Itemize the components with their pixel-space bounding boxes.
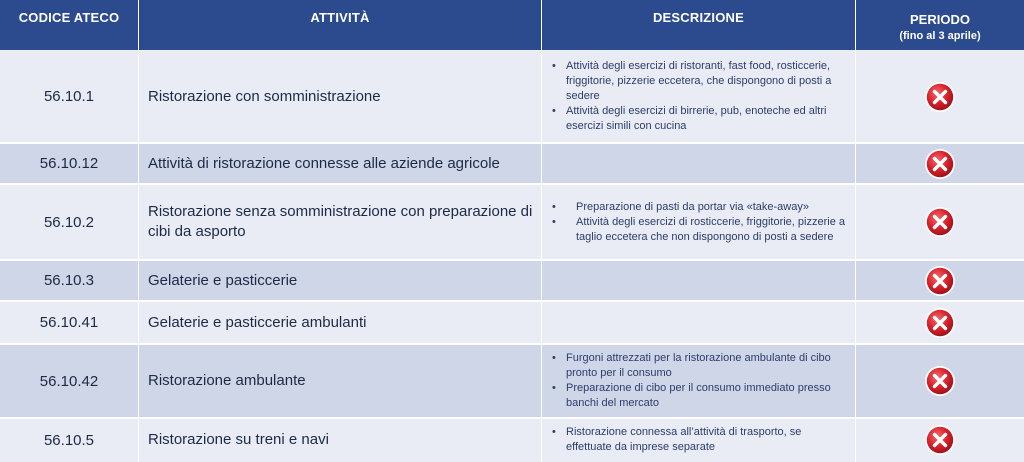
descrizione-cell [542,344,855,418]
attivita-text: Gelaterie e pasticcerie ambulanti [148,313,367,331]
descrizione-item: • Attività degli esercizi di birrerie, pub, enoteche ed altri esercizi simili con cucina [552,104,849,134]
descrizione-cell [542,50,855,143]
descrizione-list [552,59,849,134]
attivita-cell [139,418,541,462]
codice-ateco: 56.10.3 [43,272,95,289]
closed-x-icon [924,81,956,113]
descrizione-list [552,351,849,411]
closed-x-icon [924,148,956,180]
attivita-text: Ristorazione su treni e navi [148,431,329,448]
attivita-text: Attività di ristorazione connesse alle aziende agricole [148,154,500,172]
table-row [0,50,1024,143]
row-divider [0,183,1024,185]
periodo-cell [856,301,1024,344]
attivita-cell [139,143,541,184]
table-row [0,260,1024,301]
attivita-text: Gelaterie e pasticcerie [148,271,298,289]
closed-x-icon [924,265,956,297]
header-periodo-sublabel: (fino al 3 aprile) [899,29,981,42]
codice-cell [0,50,138,143]
closed-x-icon [924,365,956,397]
header-periodo-label: PERIODO [910,11,970,27]
codice-ateco: 56.10.42 [39,372,99,390]
descrizione-item: • Attività degli esercizi di rosticcerie, friggitorie, pizzerie a taglio eccetera che non dispongono di posti a sedere [552,215,849,245]
descrizione-list [552,425,849,455]
attivita-text: Ristorazione con somministrazione [148,87,381,105]
closed-x-icon [924,424,956,456]
codice-cell [0,301,138,344]
table-row [0,418,1024,462]
codice-cell [0,184,138,260]
header-codice [0,0,138,50]
descrizione-item: • Furgoni attrezzati per la ristorazione ambulante di cibo pronto per il consumo [552,351,849,381]
descrizione-item: • Ristorazione connessa all’attività di trasporto, se effettuate da imprese separate [552,425,849,455]
table-row [0,344,1024,418]
periodo-cell [856,418,1024,462]
descrizione-item: • Preparazione di pasti da portar via «take-away» [552,200,849,215]
attivita-cell [139,184,541,260]
periodo-cell [856,50,1024,143]
closed-x-icon [924,206,956,238]
descrizione-cell [542,260,855,301]
descrizione-cell [542,184,855,260]
codice-ateco: 56.10.2 [43,213,95,231]
header-attivita-label: ATTIVITÀ [310,10,370,25]
table-row [0,184,1024,260]
attivita-text: Ristorazione ambulante [148,372,306,389]
attivita-cell [139,344,541,418]
row-divider [0,417,1024,419]
descrizione-cell [542,143,855,184]
codice-ateco: 56.10.12 [39,155,99,172]
descrizione-item: • Attività degli esercizi di ristoranti, fast food, rosticcerie, friggitorie, pizzerie eccetera, che dispongono di posti a sedere [552,59,849,104]
periodo-cell [856,184,1024,260]
attivita-cell [139,50,541,143]
attivita-cell [139,260,541,301]
header-periodo [856,0,1024,50]
codice-ateco: 56.10.41 [39,314,99,331]
codice-cell [0,418,138,462]
closed-x-icon [924,307,956,339]
codice-ateco: 56.10.1 [43,88,95,105]
header-attivita [139,0,541,50]
header-descrizione [542,0,855,50]
codice-cell [0,143,138,184]
descrizione-cell [542,301,855,344]
codice-cell [0,344,138,418]
descrizione-cell [542,418,855,462]
table-row [0,143,1024,184]
descrizione-item: • Preparazione di cibo per il consumo immediato presso banchi del mercato [552,381,849,411]
header-codice-label: CODICE ATECO [18,10,120,25]
attivita-text: Ristorazione senza somministrazione con preparazione di cibi da asporto [148,203,533,240]
periodo-cell [856,344,1024,418]
table-row [0,301,1024,344]
attivita-cell [139,301,541,344]
periodo-cell [856,260,1024,301]
codice-ateco: 56.10.5 [43,431,95,449]
codice-cell [0,260,138,301]
row-divider [0,343,1024,345]
periodo-cell [856,143,1024,184]
descrizione-list [552,200,849,245]
row-divider [0,300,1024,302]
header-descrizione-label: DESCRIZIONE [652,10,745,25]
row-divider [0,142,1024,144]
row-divider [0,259,1024,261]
